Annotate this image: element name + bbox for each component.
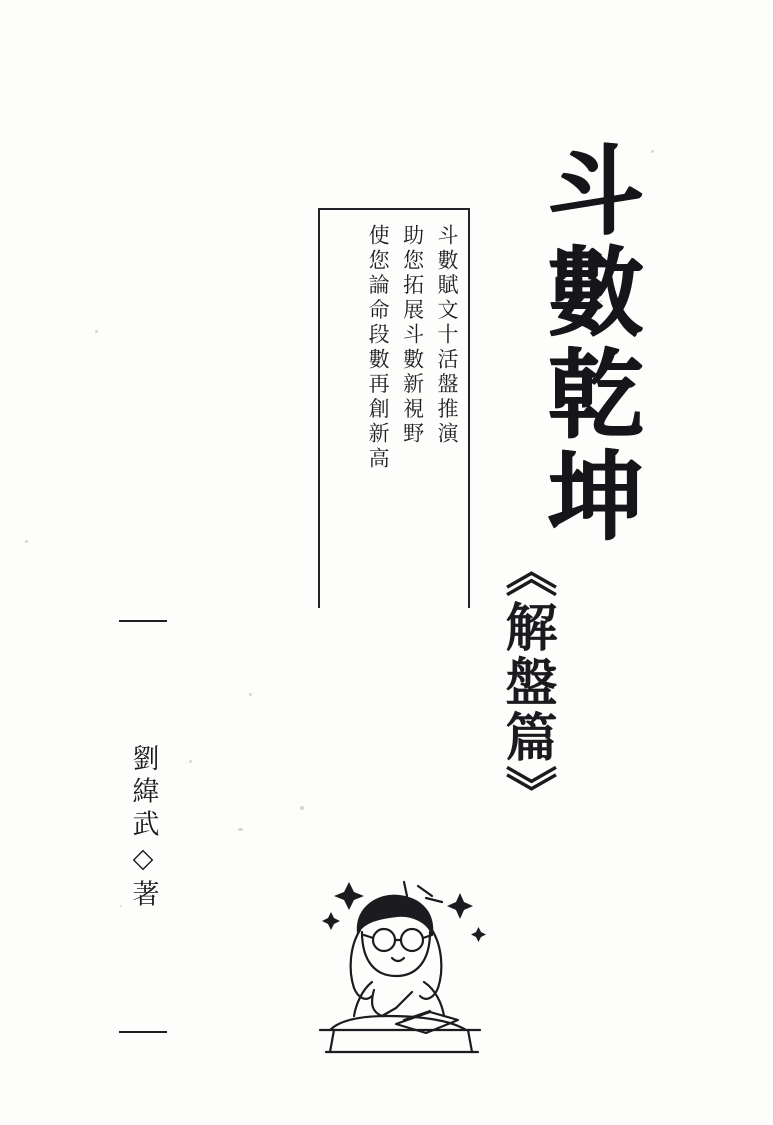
tagline-line-3: 使您論命段數再創新高 — [366, 224, 391, 472]
paper-speck — [95, 330, 98, 333]
paper-speck — [189, 760, 192, 763]
paper-speck — [25, 540, 28, 543]
girl-studying-illustration — [300, 870, 500, 1060]
tagline-line-1: 斗數賦文十活盤推演 — [435, 224, 459, 448]
author-name: 劉緯武◇著 — [127, 744, 159, 913]
paper-speck — [651, 150, 654, 153]
book-title-subtitle: 《解盤篇》 — [496, 545, 557, 821]
author-block — [112, 620, 174, 1090]
tagline-box — [318, 208, 470, 608]
author-rule-top — [119, 620, 167, 622]
tagline-line-2: 助您拓展斗數新視野 — [400, 224, 425, 448]
author-rule-bottom — [119, 1031, 167, 1033]
book-title-main: 斗數乾坤 — [532, 140, 645, 548]
paper-speck — [249, 693, 252, 696]
paper-speck — [300, 806, 304, 810]
paper-speck — [238, 828, 243, 831]
